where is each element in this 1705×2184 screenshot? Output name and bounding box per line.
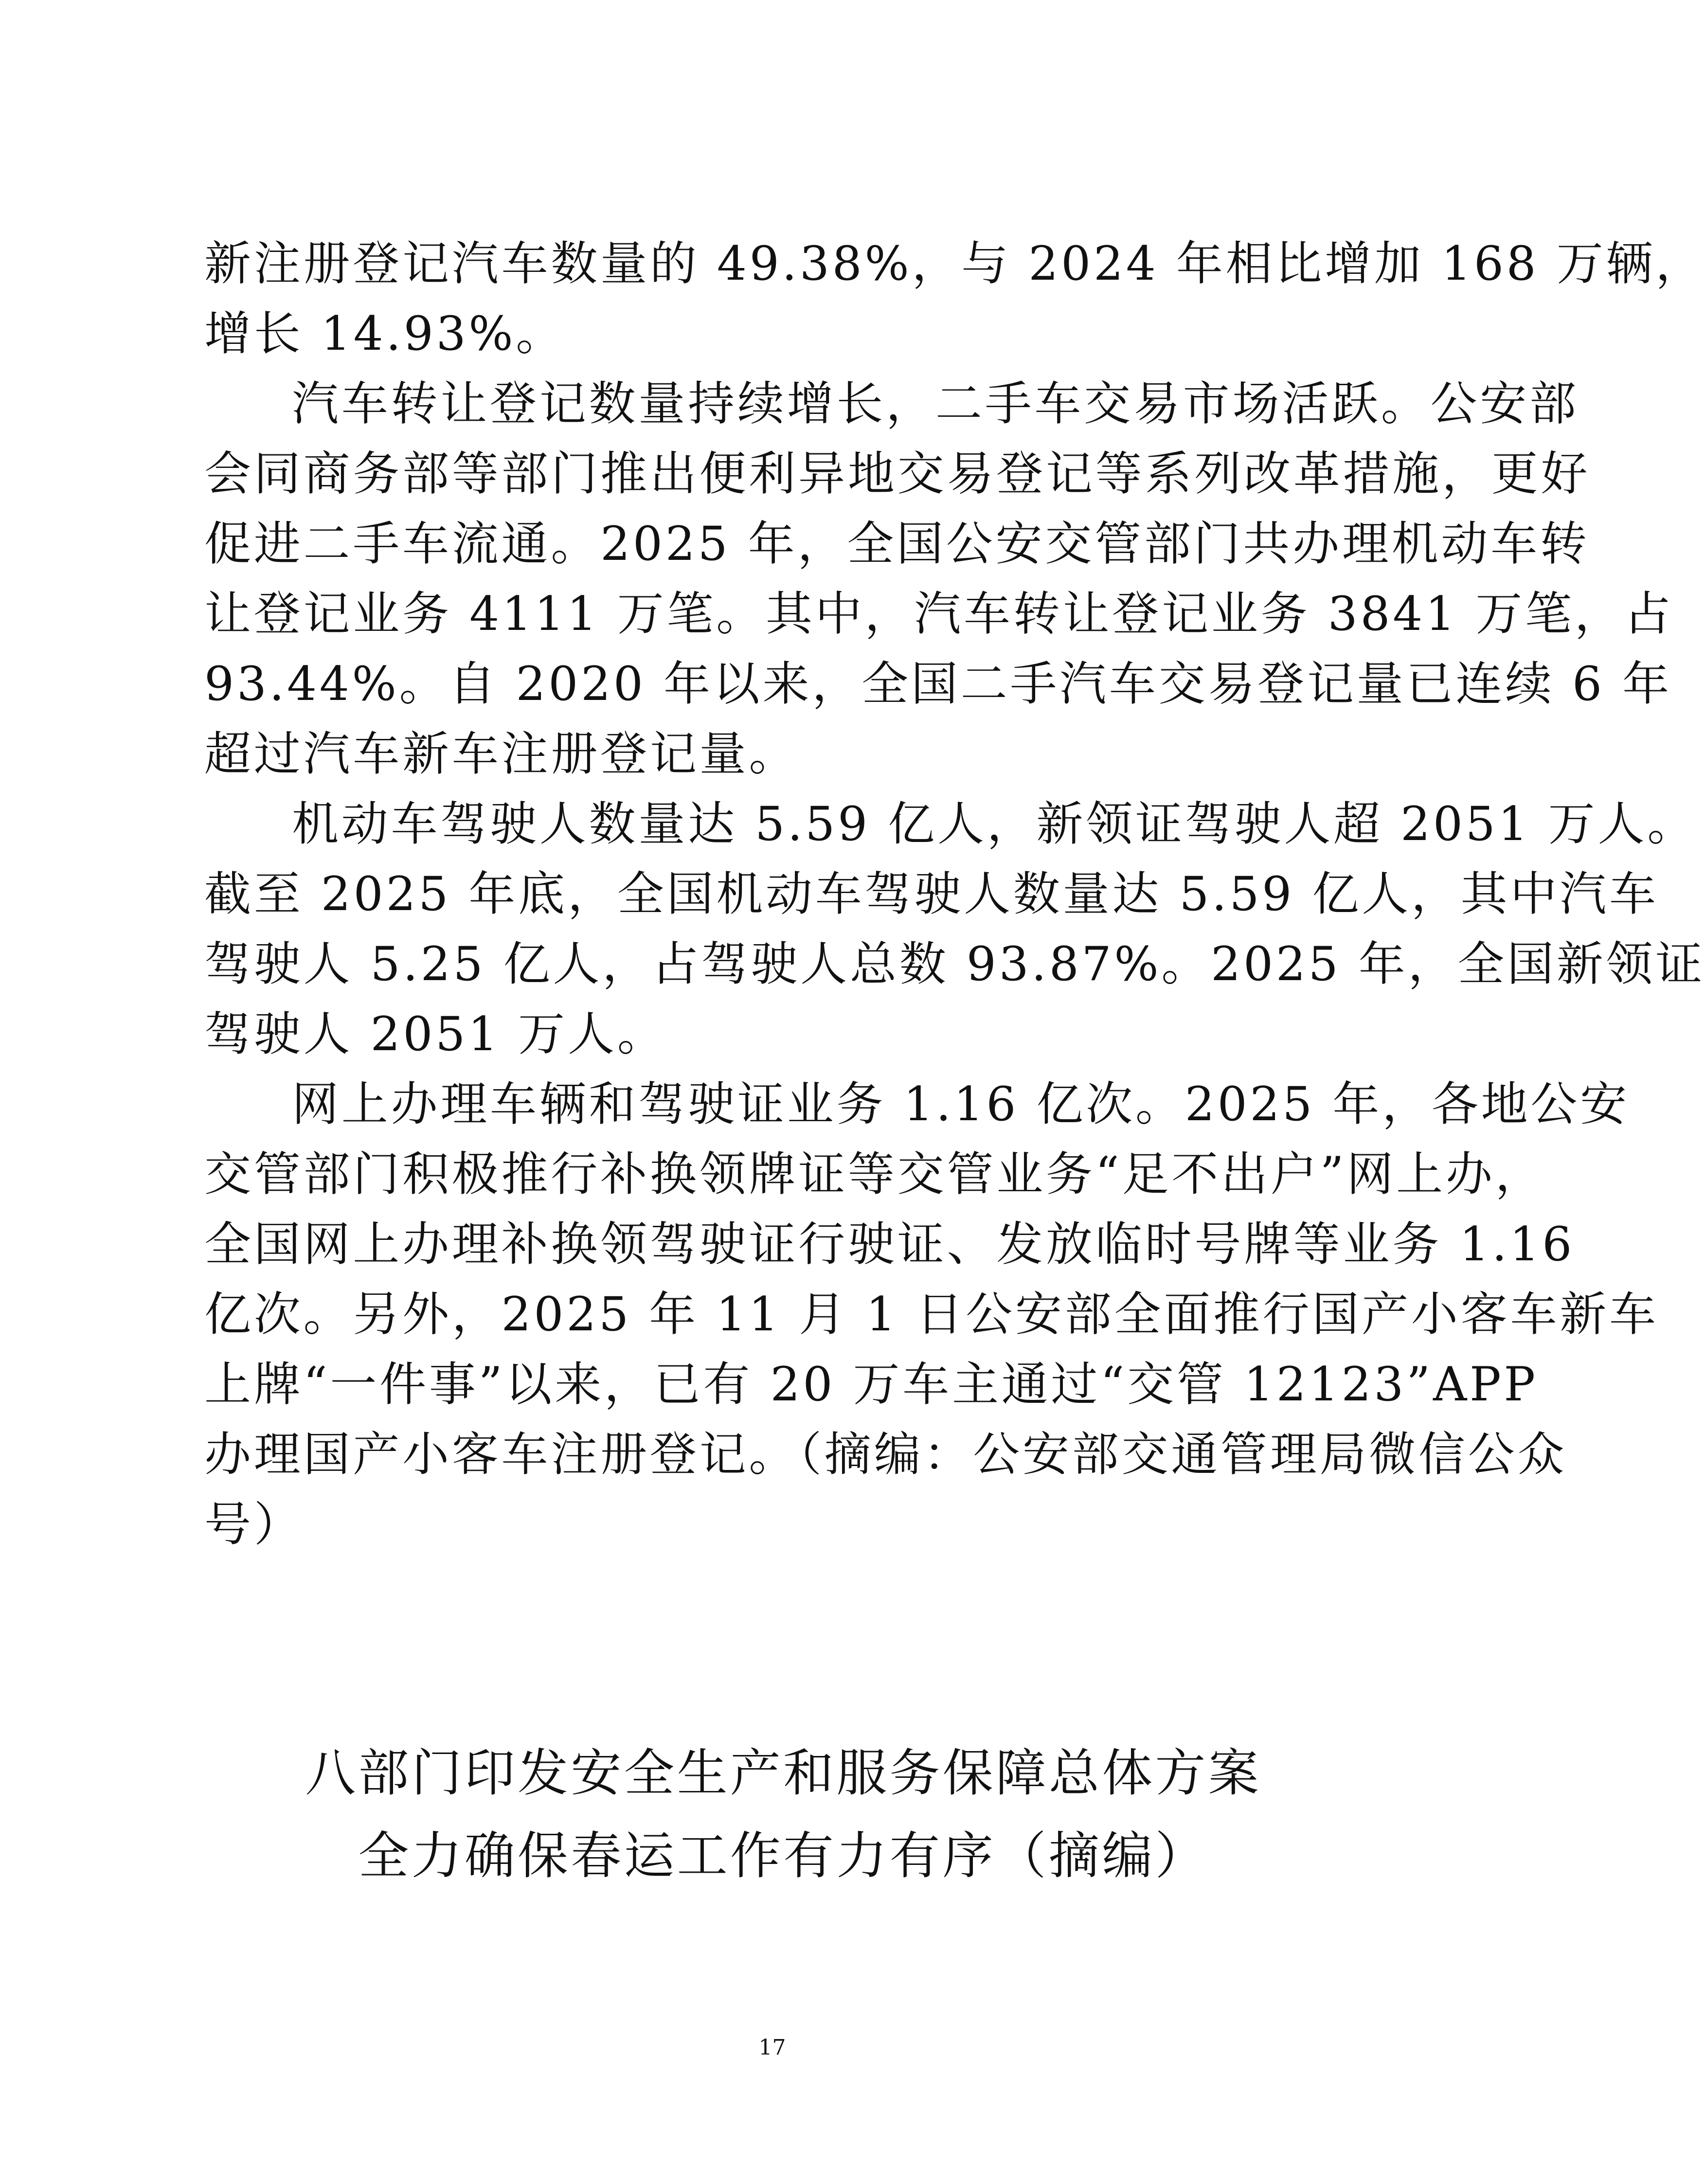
body-line: 上牌“一件事”以来，已有 20 万车主通过“交管 12123”APP (204, 1357, 1538, 1412)
body-line: 新注册登记汽车数量的 49.38%，与 2024 年相比增加 168 万辆， (204, 236, 1705, 291)
article-body (204, 229, 1705, 1559)
body-line: 交管部门积极推行补换领牌证等交管业务“足不出户”网上办， (204, 1147, 1545, 1201)
paragraph-start-line: 机动车驾驶人数量达 5.59 亿人，新领证驾驶人超 2051 万人。 (292, 797, 1697, 851)
body-line: 号） (204, 1497, 304, 1552)
body-line: 促进二手车流通。2025 年，全国公安交管部门共办理机动车转 (204, 517, 1590, 571)
body-line: 增长 14.93%。 (204, 306, 566, 361)
page-number: 17 (758, 2035, 786, 2060)
title-line-1: 八部门印发安全生产和服务保障总体方案 (305, 1743, 1261, 1803)
body-line: 亿次。另外，2025 年 11 月 1 日公安部全面推行国产小客车新车 (204, 1287, 1659, 1342)
body-line: 超过汽车新车注册登记量。 (204, 727, 799, 781)
body-line: 驾驶人 2051 万人。 (204, 1007, 667, 1061)
article-title (204, 1732, 1362, 1897)
body-line: 办理国产小客车注册登记。（摘编：公安部交通管理局微信公众 (204, 1427, 1567, 1482)
body-line: 93.44%。自 2020 年以来，全国二手汽车交易登记量已连续 6 年 (204, 657, 1672, 711)
body-line: 截至 2025 年底，全国机动车驾驶人数量达 5.59 亿人，其中汽车 (204, 867, 1659, 921)
body-line: 让登记业务 4111 万笔。其中，汽车转让登记业务 3841 万笔，占 (204, 587, 1674, 641)
body-line: 全国网上办理补换领驾驶证行驶证、发放临时号牌等业务 1.16 (204, 1217, 1575, 1271)
title-line-2: 全力确保春运工作有力有序（摘编） (358, 1826, 1208, 1885)
paragraph-start-line: 汽车转让登记数量持续增长，二手车交易市场活跃。公安部 (292, 376, 1579, 431)
body-line: 会同商务部等部门推出便利异地交易登记等系列改革措施，更好 (204, 447, 1591, 501)
paragraph-start-line: 网上办理车辆和驾驶证业务 1.16 亿次。2025 年，各地公安 (292, 1077, 1630, 1131)
body-line: 驾驶人 5.25 亿人，占驾驶人总数 93.87%。2025 年，全国新领证 (204, 937, 1705, 991)
